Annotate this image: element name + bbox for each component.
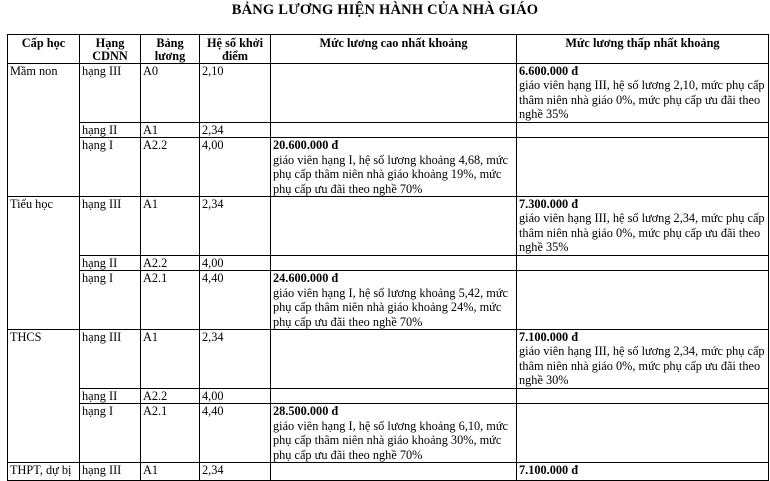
- cell-bang: A2.1: [141, 404, 200, 463]
- max-amount: 28.500.000 đ: [273, 404, 339, 419]
- cell-hang: hạng I: [80, 138, 141, 197]
- header-cap-hoc: Cấp học: [8, 35, 80, 64]
- cell-heso: 2,34: [200, 197, 271, 256]
- cell-heso: 4,40: [200, 404, 271, 463]
- cell-hang: hạng I: [80, 271, 141, 330]
- header-row: [8, 35, 769, 64]
- min-desc: giáo viên hạng III, hệ số lương 2,34, mức phụ cấp thâm niên nhà giáo 0%, mức phụ cấp ưu đãi theo nghề 30%: [519, 344, 765, 388]
- cell-max: [271, 271, 517, 330]
- max-desc: giáo viên hạng I, hệ số lương khoảng 4,68, mức phụ cấp thâm niên nhà giáo khoảng 19%, mức phụ cấp ưu đãi theo nghề 70%: [273, 152, 508, 196]
- max-desc: giáo viên hạng I, hệ số lương khoảng 5,42, mức phụ cấp thâm niên nhà giáo khoảng 24%, mức phụ cấp ưu đãi theo nghề 70%: [273, 285, 508, 329]
- cell-bang: A2.2: [141, 256, 200, 271]
- cell-hang: hạng II: [80, 256, 141, 271]
- max-amount: 24.600.000 đ: [273, 271, 339, 286]
- cell-min-empty: [517, 138, 769, 197]
- cell-bang: A2.2: [141, 389, 200, 404]
- cell-hang: hạng III: [80, 330, 141, 389]
- cell-max-empty: [271, 256, 517, 271]
- cell-min-empty: [517, 271, 769, 330]
- min-amount: 7.100.000 đ: [519, 330, 579, 345]
- header-min: Mức lương thấp nhất khoảng: [517, 35, 769, 64]
- table-row: [8, 138, 769, 197]
- min-desc: giáo viên hạng III, hệ số lương 2,34, mức phụ cấp thâm niên nhà giáo 0%, mức phụ cấp ưu đãi theo nghề 35%: [519, 211, 765, 255]
- table-row: [8, 404, 769, 463]
- table-row: [8, 123, 769, 138]
- min-amount: 6.600.000 đ: [519, 64, 579, 78]
- cell-bang: A1: [141, 197, 200, 256]
- level-name: Mầm non: [8, 64, 80, 197]
- cell-hang: hạng III: [80, 463, 141, 481]
- cell-min: [517, 64, 769, 123]
- cell-min-empty: [517, 404, 769, 463]
- table-row: [8, 256, 769, 271]
- level-name: Tiểu học: [8, 197, 80, 330]
- cell-min: [517, 463, 769, 481]
- header-bang: Bảng lương: [141, 35, 200, 64]
- header-heso: Hệ số khởi điểm: [200, 35, 271, 64]
- cell-max-empty: [271, 463, 517, 481]
- header-hang: Hạng CDNN: [80, 35, 141, 64]
- cell-max-empty: [271, 389, 517, 404]
- cell-bang: A2.2: [141, 138, 200, 197]
- cell-min-empty: [517, 123, 769, 138]
- level-name: THCS: [8, 330, 80, 463]
- cell-min: [517, 197, 769, 256]
- page-title: BẢNG LƯƠNG HIỆN HÀNH CỦA NHÀ GIÁO: [231, 2, 539, 18]
- cell-bang: A1: [141, 123, 200, 138]
- cell-hang: hạng III: [80, 197, 141, 256]
- cell-bang: A0: [141, 64, 200, 123]
- cell-max-empty: [271, 197, 517, 256]
- cell-hang: hạng II: [80, 123, 141, 138]
- table-row: [8, 64, 769, 123]
- table-row: [8, 271, 769, 330]
- cell-heso: 2,34: [200, 123, 271, 138]
- cell-min-empty: [517, 256, 769, 271]
- cell-heso: 4,00: [200, 389, 271, 404]
- cell-max-empty: [271, 330, 517, 389]
- max-desc: giáo viên hạng I, hệ số lương khoảng 6,10, mức phụ cấp thâm niên nhà giáo khoảng 30%, mức phụ cấp ưu đãi theo nghề 70%: [273, 418, 508, 462]
- cell-bang: A1: [141, 463, 200, 481]
- cell-heso: 2,34: [200, 330, 271, 389]
- cell-heso: 2,34: [200, 463, 271, 481]
- level-name: THPT, dự bị: [8, 463, 80, 481]
- cell-bang: A2.1: [141, 271, 200, 330]
- min-amount: 7.100.000 đ: [519, 463, 579, 478]
- cell-heso: 4,00: [200, 138, 271, 197]
- max-amount: 20.600.000 đ: [273, 138, 339, 153]
- cell-hang: hạng II: [80, 389, 141, 404]
- header-max: Mức lương cao nhất khoảng: [271, 35, 517, 64]
- table-row: [8, 389, 769, 404]
- cell-heso: 2,10: [200, 64, 271, 123]
- cell-max: [271, 404, 517, 463]
- cell-heso: 4,00: [200, 256, 271, 271]
- cell-max: [271, 138, 517, 197]
- table-row: [8, 330, 769, 389]
- cell-hang: hạng I: [80, 404, 141, 463]
- cell-max-empty: [271, 64, 517, 123]
- table-row: [8, 463, 769, 481]
- cell-bang: A1: [141, 330, 200, 389]
- salary-table: [7, 34, 769, 481]
- cell-heso: 4,40: [200, 271, 271, 330]
- cell-max-empty: [271, 123, 517, 138]
- min-desc: giáo viên hạng III, hệ số lương 2,10, mức phụ cấp thâm niên nhà giáo 0%, mức phụ cấp ưu đãi theo nghề 35%: [519, 78, 765, 122]
- cell-min: [517, 330, 769, 389]
- cell-hang: hạng III: [80, 64, 141, 123]
- cell-min-empty: [517, 389, 769, 404]
- table-row: [8, 197, 769, 256]
- min-amount: 7.300.000 đ: [519, 197, 579, 212]
